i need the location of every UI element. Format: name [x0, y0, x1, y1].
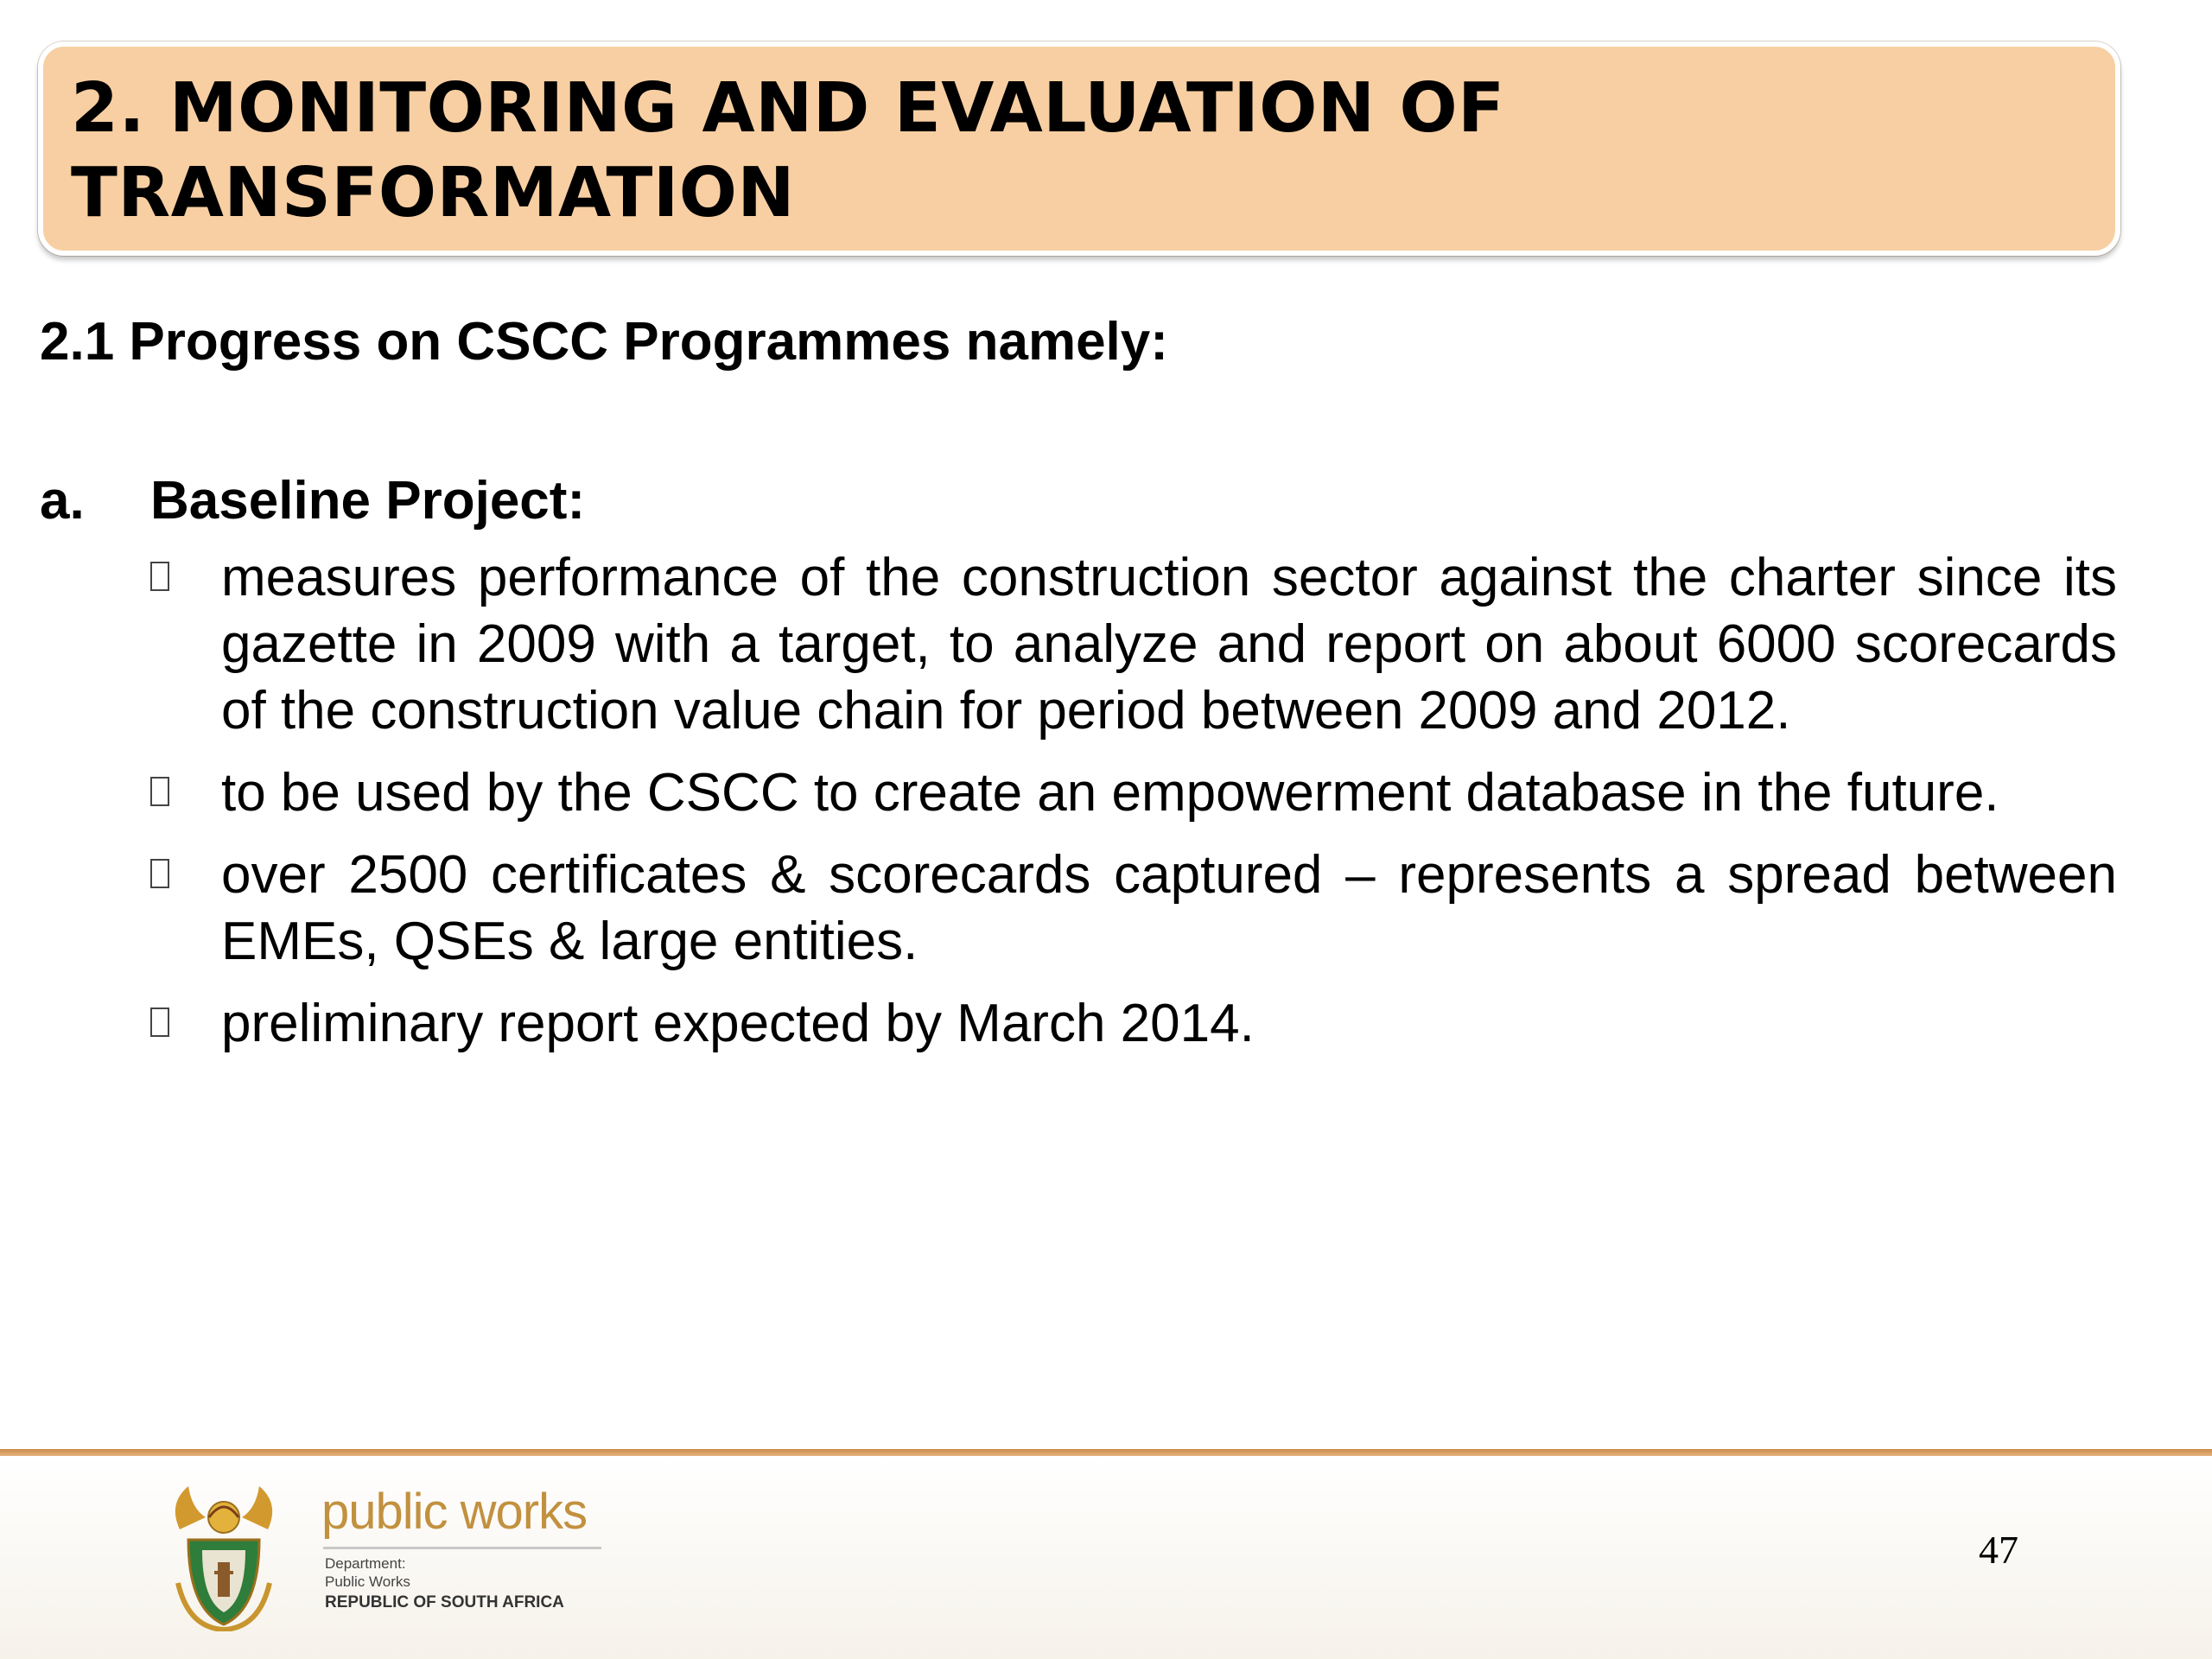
- bullet-list: [147, 544, 2117, 1072]
- bullet-text: measures performance of the construction sector against the charter since its gazette in 2009 with a target, to analyze and report on about 6000 scorecards of the construction value chain for period between 2009 and 2012.: [221, 548, 2117, 741]
- bullet-box-icon: [150, 1007, 169, 1037]
- bullet-text: to be used by the CSCC to create an empowerment database in the future.: [221, 763, 1999, 823]
- bullet-item: [147, 544, 2117, 744]
- coat-of-arms-icon: [162, 1479, 285, 1631]
- bullet-box-icon: [150, 562, 169, 591]
- bullet-box-icon: [150, 777, 169, 806]
- section-title: Baseline Project:: [150, 471, 586, 531]
- bullet-item: [147, 990, 2117, 1057]
- bullet-text: preliminary report expected by March 2014.: [221, 994, 1255, 1053]
- logo-country: REPUBLIC OF SOUTH AFRICA: [325, 1593, 564, 1611]
- bullet-box-icon: [150, 859, 169, 888]
- footer-divider: [0, 1449, 2212, 1456]
- logo-divider: [323, 1547, 601, 1549]
- slide-title-line-2: TRANSFORMATION: [71, 153, 796, 232]
- bullet-text: over 2500 certificates & scorecards captured – represents a spread between EMEs, QSEs & large entities.: [221, 845, 2117, 971]
- subheading: 2.1 Progress on CSCC Programmes namely:: [40, 312, 1168, 372]
- bullet-item: [147, 760, 2117, 826]
- page-number: 47: [1979, 1528, 2018, 1572]
- logo-department-name: Public Works: [325, 1573, 410, 1590]
- bullet-item: [147, 842, 2117, 975]
- slide-title-box: [38, 41, 2120, 256]
- logo-brand: public works: [321, 1484, 588, 1540]
- section-letter: a.: [40, 471, 85, 531]
- slide-title-line-1: 2. MONITORING AND EVALUATION OF: [71, 68, 1505, 148]
- logo-department-label: Department:: [325, 1555, 406, 1572]
